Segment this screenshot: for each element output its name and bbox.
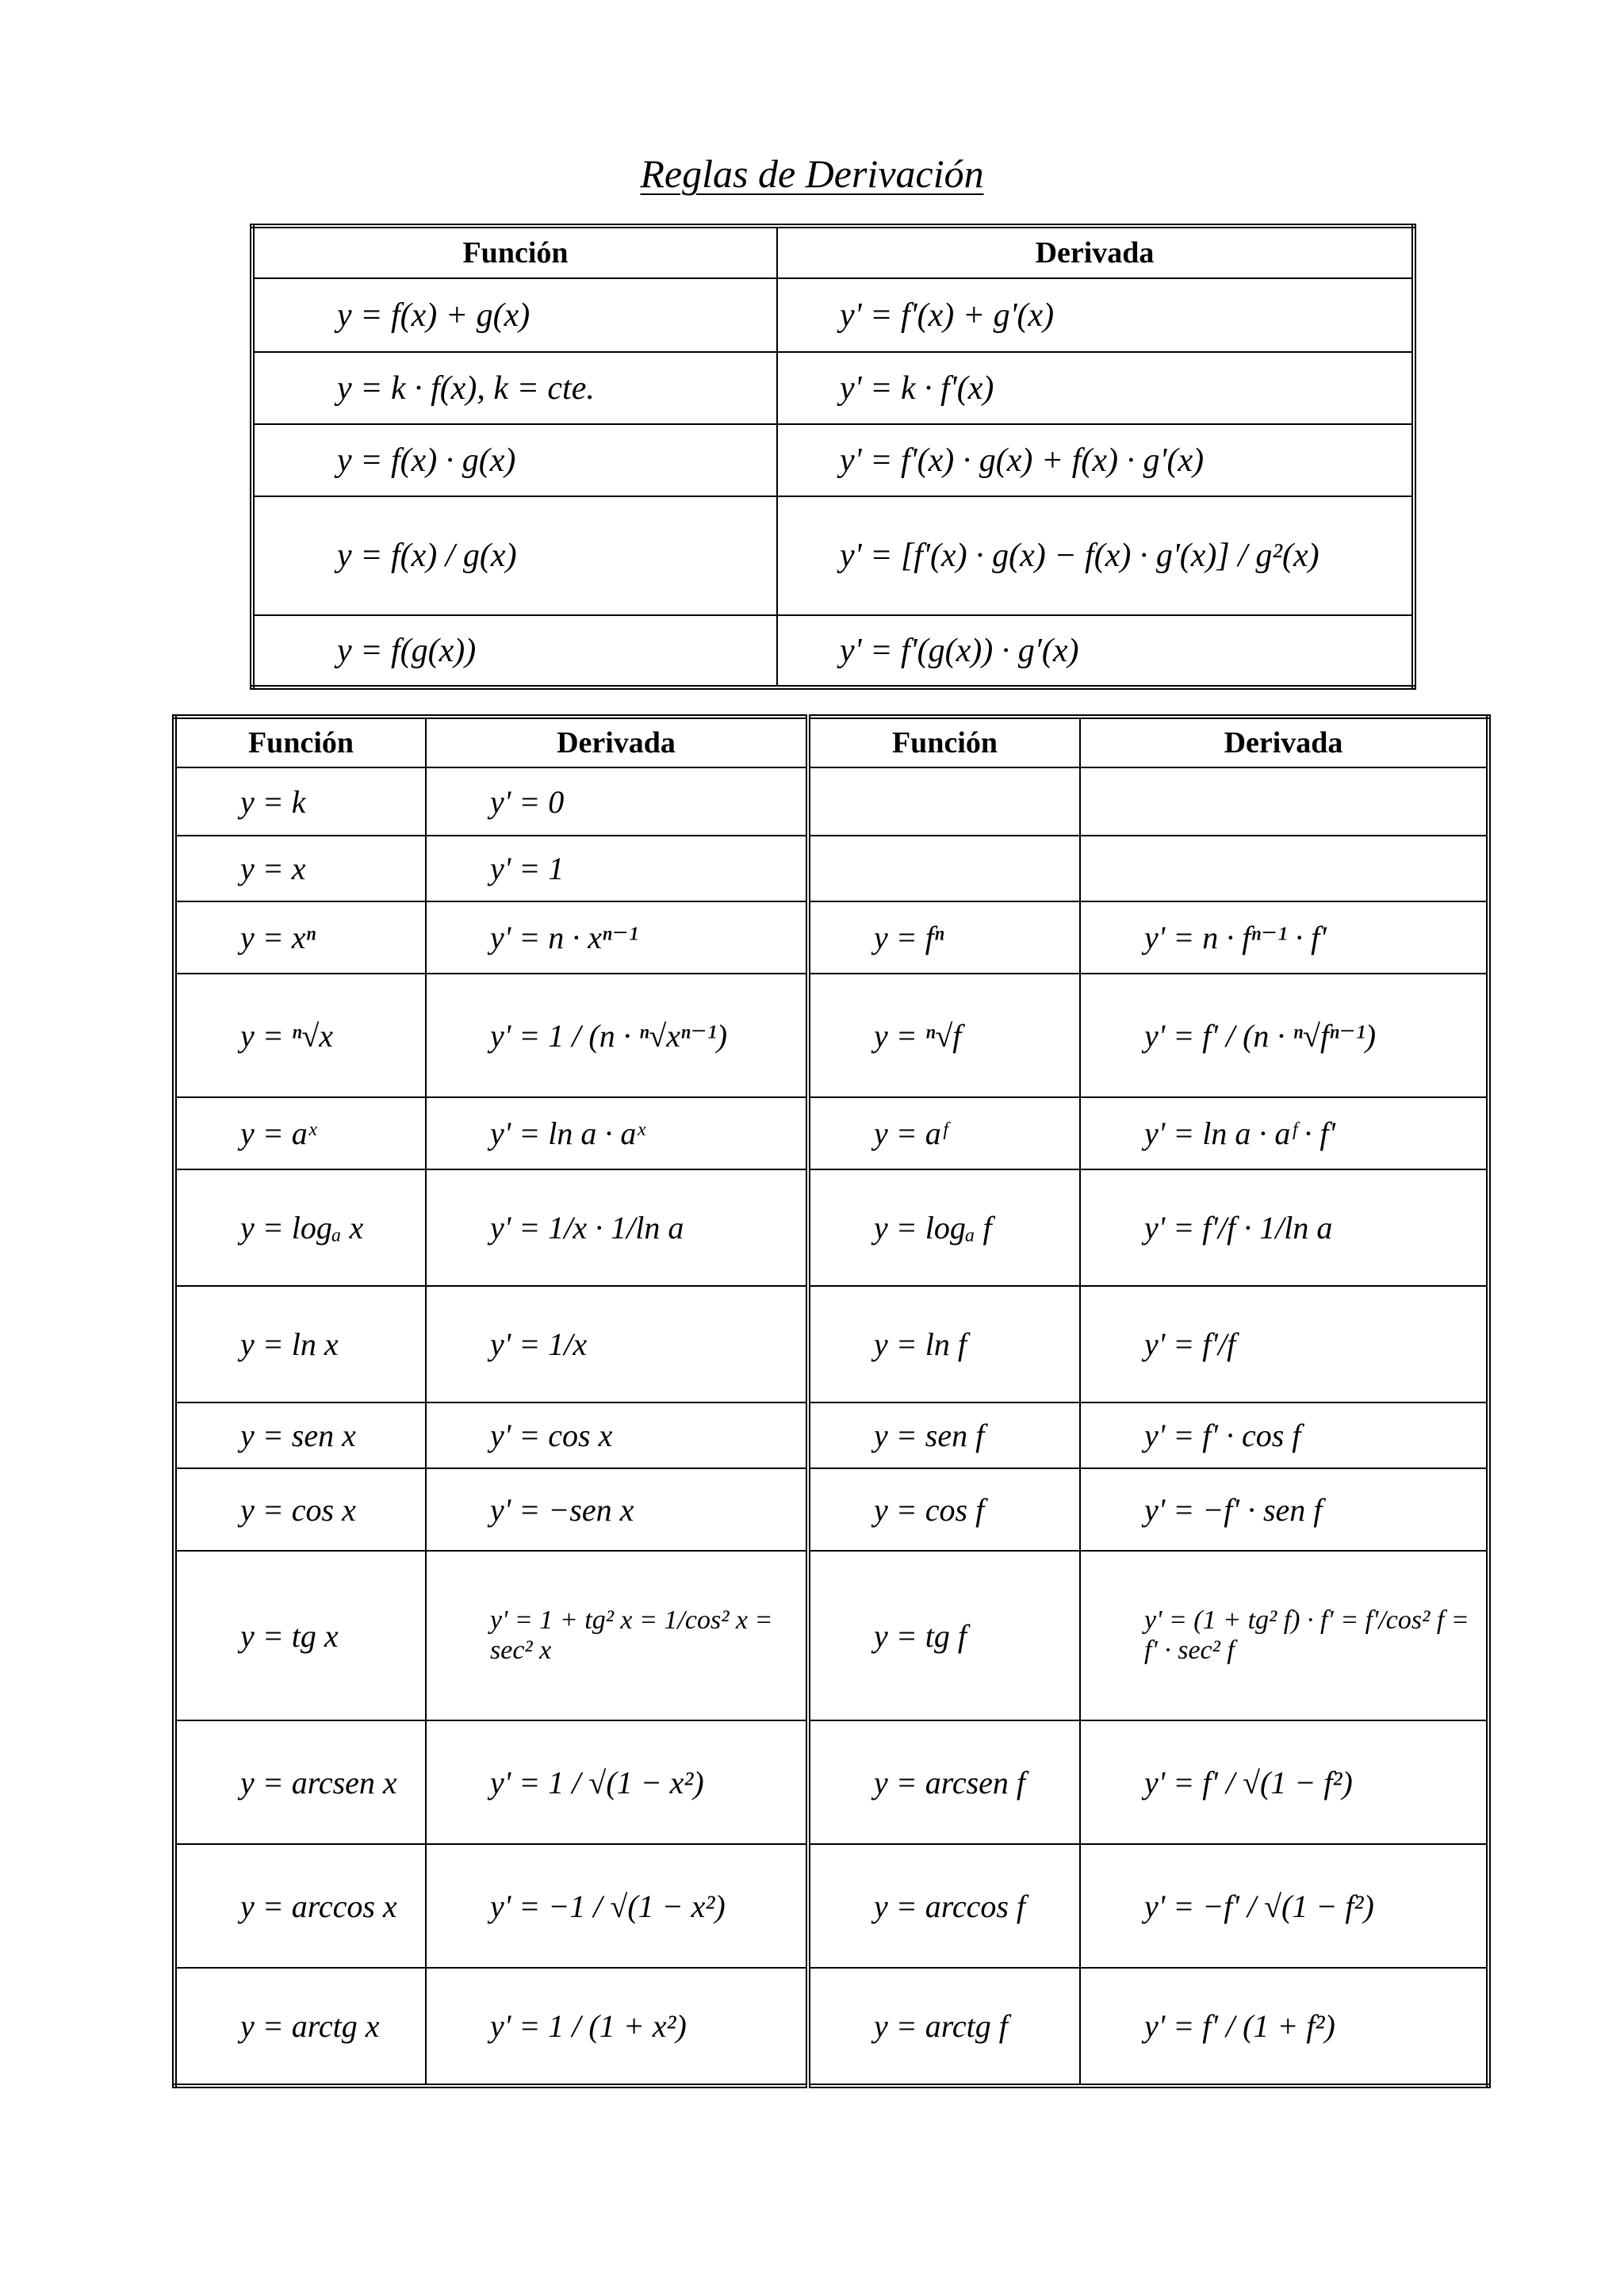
rule-funcion: y = f(x) / g(x) (252, 496, 777, 615)
table-row (252, 496, 1414, 615)
funcion-cell: y = logₐ f (808, 1169, 1080, 1286)
derivada-cell: y' = f' / (n · ⁿ√fⁿ⁻¹) (1080, 974, 1488, 1097)
funcion-cell: y = sen f (808, 1402, 1080, 1468)
funcion-cell: y = ⁿ√f (808, 974, 1080, 1097)
funcion-cell: y = ln f (808, 1286, 1080, 1402)
table-row (174, 1468, 1488, 1551)
rule-funcion: y = f(x) · g(x) (252, 424, 777, 496)
funcion-cell: y = sen x (174, 1402, 426, 1468)
derivada-cell: y' = 1 + tg² x = 1/cos² x = sec² x (426, 1551, 808, 1720)
table-header-row (252, 226, 1414, 278)
derivada-cell: y' = f' · cos f (1080, 1402, 1488, 1468)
derivada-cell: y' = −1 / √(1 − x²) (426, 1844, 808, 1968)
table-row (174, 836, 1488, 901)
derivada-cell (1080, 836, 1488, 901)
rule-funcion: y = k · f(x), k = cte. (252, 352, 777, 424)
derivada-cell: y' = −f' · sen f (1080, 1468, 1488, 1551)
derivada-cell: y' = n · fⁿ⁻¹ · f' (1080, 901, 1488, 974)
table-row (174, 1551, 1488, 1720)
rule-derivada: y' = k · f'(x) (777, 352, 1414, 424)
funcion-cell: y = arcsen x (174, 1720, 426, 1844)
derivada-cell: y' = f' / (1 + f²) (1080, 1968, 1488, 2086)
table-row (174, 974, 1488, 1097)
table-row (174, 1844, 1488, 1968)
derivada-cell: y' = cos x (426, 1402, 808, 1468)
funcion-cell: y = aᶠ (808, 1097, 1080, 1169)
funcion-cell (808, 836, 1080, 901)
derivada-cell: y' = f'/f (1080, 1286, 1488, 1402)
table-row (174, 767, 1488, 836)
derivada-cell: y' = 1 (426, 836, 808, 901)
table-row (174, 1286, 1488, 1402)
funcion-cell: y = xⁿ (174, 901, 426, 974)
rule-derivada: y' = f'(x) · g(x) + f(x) · g'(x) (777, 424, 1414, 496)
rule-derivada: y' = f'(x) + g'(x) (777, 278, 1414, 352)
header-funcion: Función (808, 717, 1080, 767)
header-derivada: Derivada (1080, 717, 1488, 767)
rule-funcion: y = f(g(x)) (252, 615, 777, 687)
funcion-cell: y = arccos x (174, 1844, 426, 1968)
funcion-cell: y = arcsen f (808, 1720, 1080, 1844)
derivada-cell: y' = 1 / √(1 − x²) (426, 1720, 808, 1844)
derivada-cell: y' = n · xⁿ⁻¹ (426, 901, 808, 974)
header-funcion: Función (252, 226, 777, 278)
header-derivada: Derivada (777, 226, 1414, 278)
funcion-cell: y = cos x (174, 1468, 426, 1551)
rule-funcion: y = f(x) + g(x) (252, 278, 777, 352)
funcion-cell: y = x (174, 836, 426, 901)
funcion-cell: y = logₐ x (174, 1169, 426, 1286)
funcion-cell: y = tg f (808, 1551, 1080, 1720)
rules-table (250, 224, 1416, 690)
funcion-cell: y = fⁿ (808, 901, 1080, 974)
derivada-cell: y' = −f' / √(1 − f²) (1080, 1844, 1488, 1968)
derivada-cell: y' = 1 / (n · ⁿ√xⁿ⁻¹) (426, 974, 808, 1097)
table-row (252, 424, 1414, 496)
table-row (174, 1968, 1488, 2086)
derivada-cell: y' = (1 + tg² f) · f' = f'/cos² f = f' · sec² f (1080, 1551, 1488, 1720)
page-title: Reglas de Derivación (640, 151, 984, 196)
derivada-cell: y' = ln a · aᶠ · f' (1080, 1097, 1488, 1169)
funcion-cell: y = arccos f (808, 1844, 1080, 1968)
table-row (252, 278, 1414, 352)
header-derivada: Derivada (426, 717, 808, 767)
derivada-cell: y' = f'/f · 1/ln a (1080, 1169, 1488, 1286)
funcion-cell: y = k (174, 767, 426, 836)
derivada-cell: y' = 1/x · 1/ln a (426, 1169, 808, 1286)
funcion-cell: y = ⁿ√x (174, 974, 426, 1097)
table-row (174, 1402, 1488, 1468)
header-funcion: Función (174, 717, 426, 767)
table-row (174, 901, 1488, 974)
rule-derivada: y' = [f'(x) · g(x) − f(x) · g'(x)] / g²(x) (777, 496, 1414, 615)
table-row (174, 1097, 1488, 1169)
funcion-cell: y = ln x (174, 1286, 426, 1402)
derivatives-table (172, 714, 1491, 2088)
derivada-cell: y' = f' / √(1 − f²) (1080, 1720, 1488, 1844)
rule-derivada: y' = f'(g(x)) · g′(x) (777, 615, 1414, 687)
derivada-cell: y' = 0 (426, 767, 808, 836)
table-header-row (174, 717, 1488, 767)
derivada-cell: y' = −sen x (426, 1468, 808, 1551)
funcion-cell: y = aˣ (174, 1097, 426, 1169)
table-row (252, 615, 1414, 687)
derivada-cell: y' = 1/x (426, 1286, 808, 1402)
table-row (174, 1169, 1488, 1286)
table-row (174, 1720, 1488, 1844)
funcion-cell: y = cos f (808, 1468, 1080, 1551)
table-row (252, 352, 1414, 424)
derivada-cell: y' = ln a · aˣ (426, 1097, 808, 1169)
derivada-cell: y' = 1 / (1 + x²) (426, 1968, 808, 2086)
funcion-cell: y = arctg x (174, 1968, 426, 2086)
funcion-cell: y = arctg f (808, 1968, 1080, 2086)
funcion-cell (808, 767, 1080, 836)
derivada-cell (1080, 767, 1488, 836)
funcion-cell: y = tg x (174, 1551, 426, 1720)
